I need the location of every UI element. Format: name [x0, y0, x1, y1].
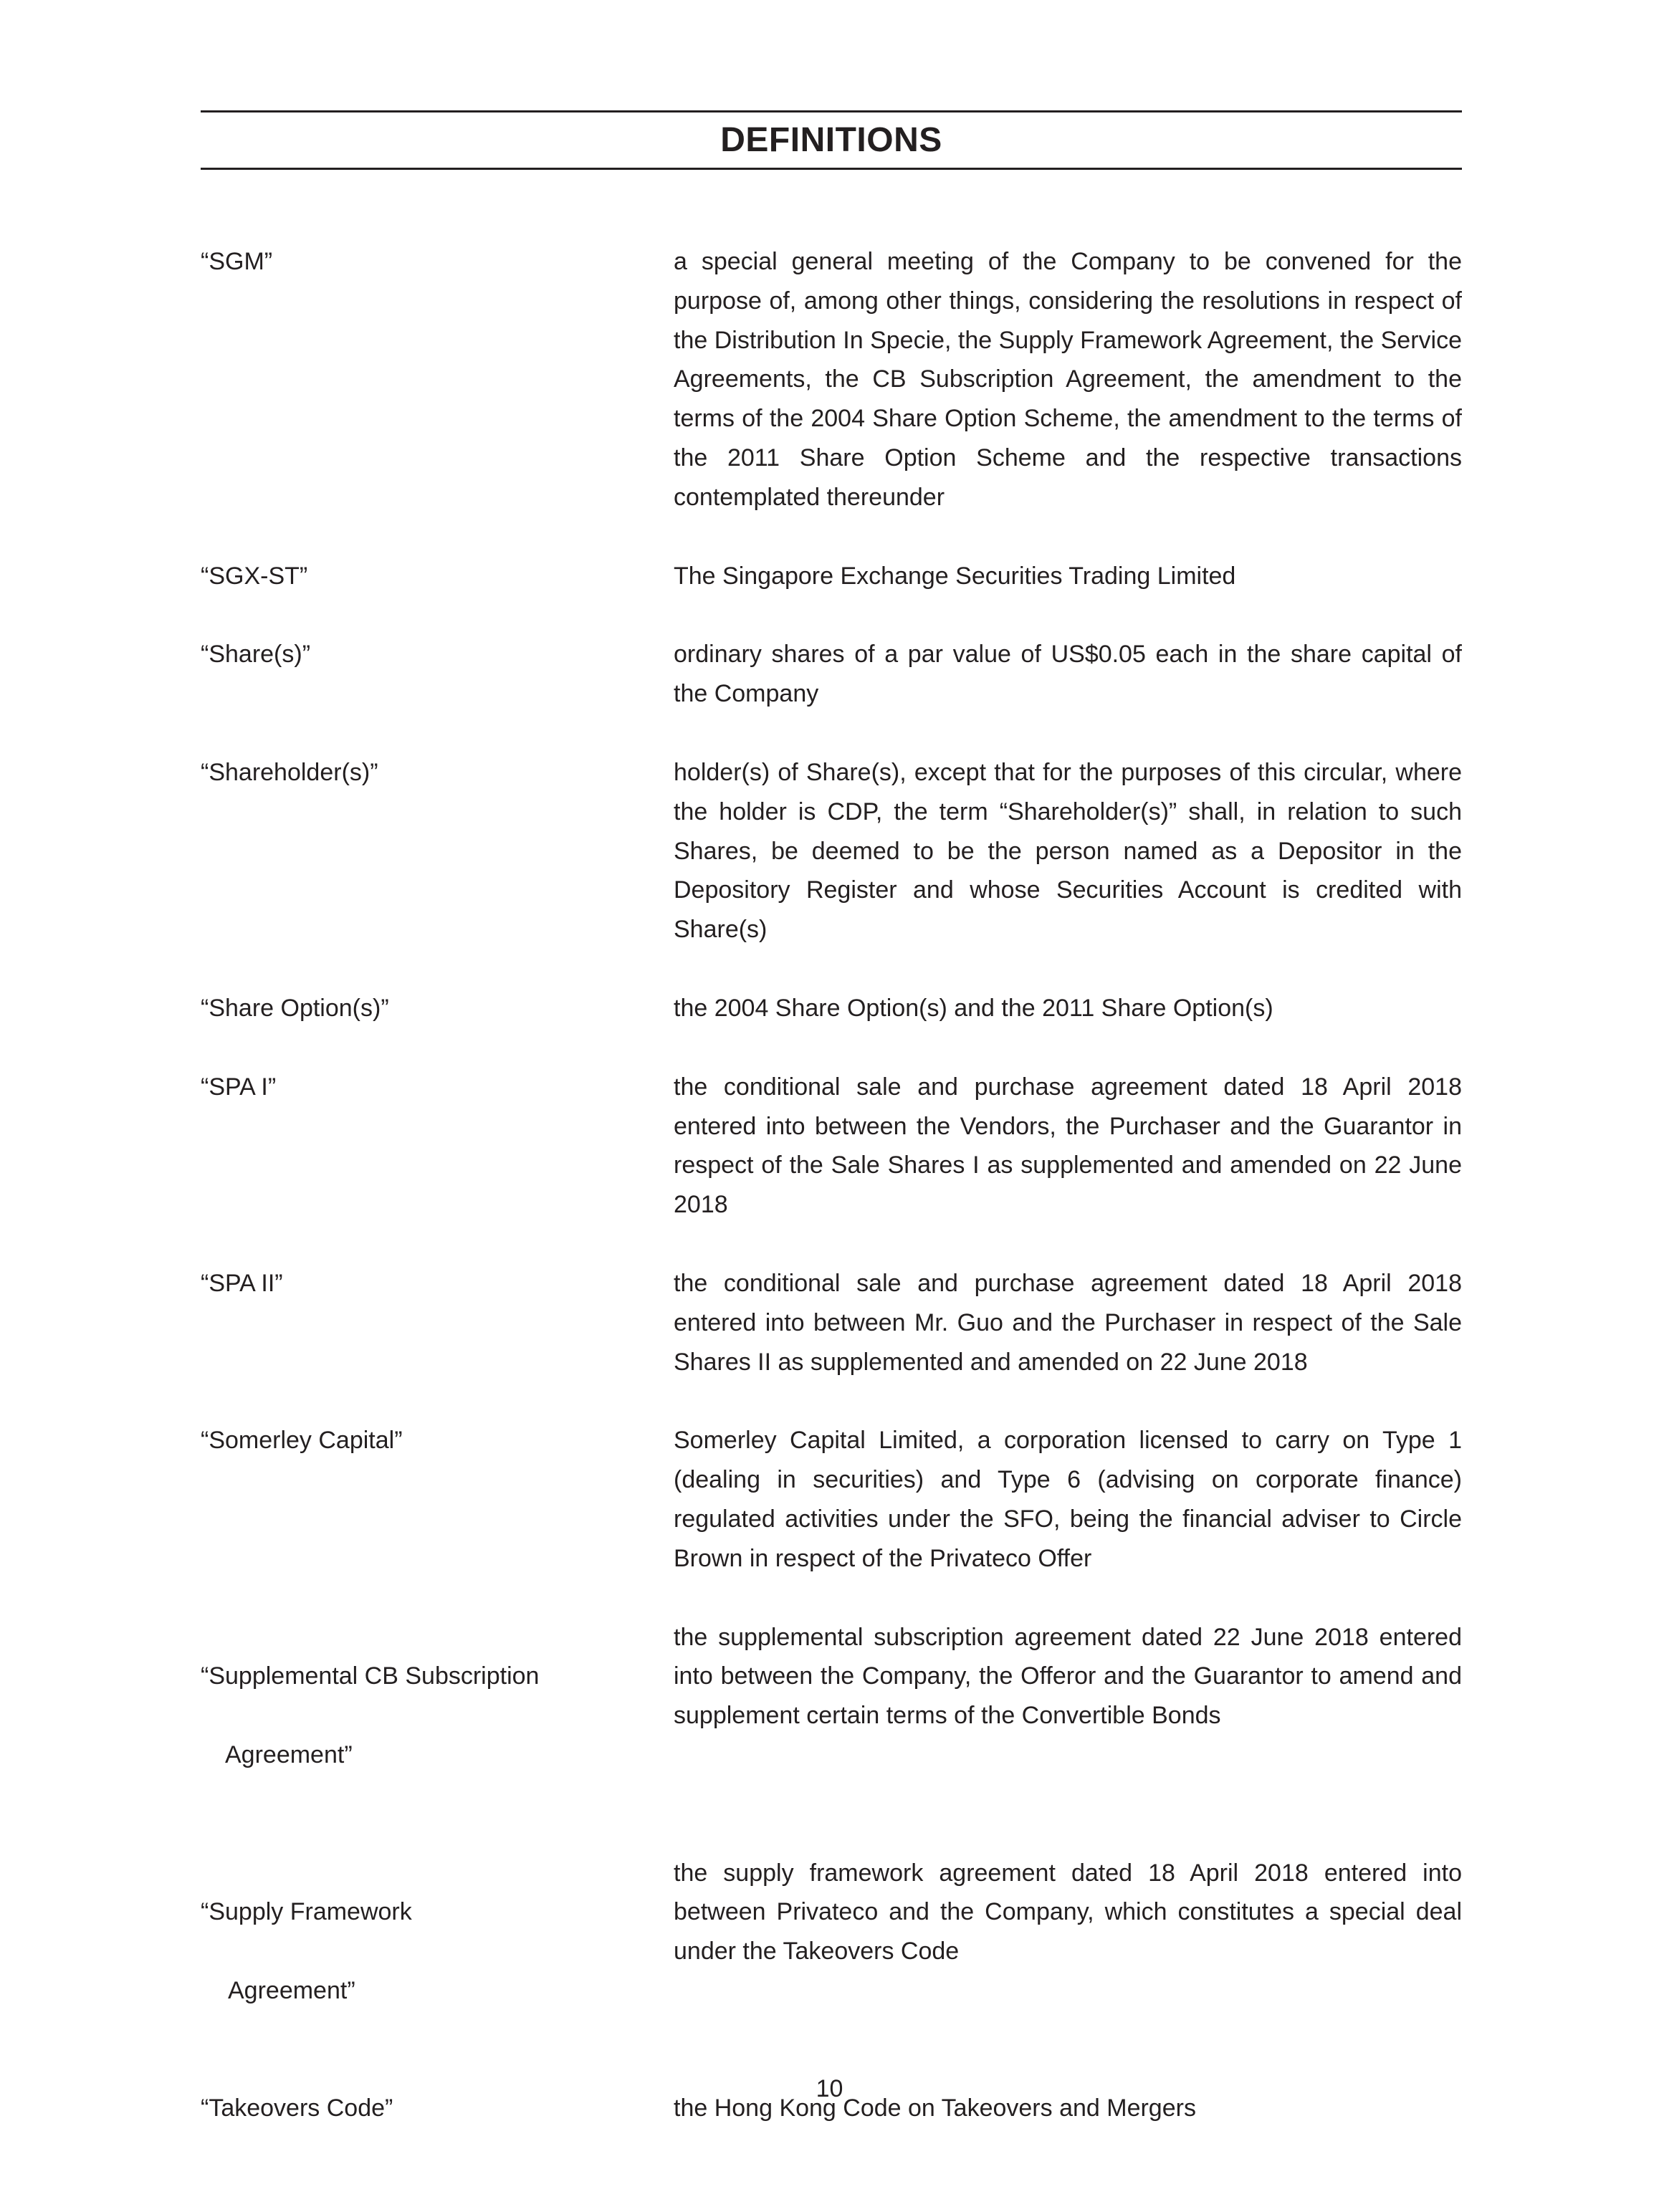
definition-entry-sgx-st — [201, 557, 1462, 596]
definition-term: “Shareholder(s)” — [201, 758, 378, 786]
definition-text: Somerley Capital Limited, a corporation licensed to carry on Type 1 (dealing in securities) and Type 6 (advising on corporate finance) regulated activities under the SFO, being the financial adviser to Circle Brown in respect of the Privateco Offer — [674, 1427, 1462, 1572]
definition-entry-sgm — [201, 242, 1462, 517]
page-number: 10 — [816, 2075, 843, 2102]
definition-term: “Supplemental CB Subscription Agreement” — [201, 1662, 540, 1768]
definition-text: a special general meeting of the Company to be convened for the purpose of, among other things, considering the resolutions in respect of the Distribution In Specie, the Supply Framework Agreement, the Service Agreements, the CB Subscription Agreement, the amendment to the terms of the 2004 Share Option Scheme, the amendment to the terms of the 2011 Share Option Scheme and the respective transactions contemplated thereunder — [674, 248, 1462, 511]
definition-term: “SGX-ST” — [201, 562, 308, 590]
definition-entry-supplemental-cb-subscription-agreement — [201, 1618, 1462, 1814]
definition-entry-supply-framework-agreement — [201, 1854, 1462, 2050]
definition-entry-somerley-capital — [201, 1421, 1462, 1578]
definition-term: “SPA II” — [201, 1269, 283, 1297]
header-rule-bottom — [201, 168, 1462, 170]
definition-term: “Share(s)” — [201, 641, 311, 669]
definition-entry-spa-ii — [201, 1264, 1462, 1382]
definition-text: the conditional sale and purchase agreement dated 18 April 2018 entered into between the Vendors, the Purchaser and the Guarantor in respect of the Sale Shares I as supplemented and amended on 22 June 2018 — [674, 1073, 1462, 1219]
definition-term: “SGM” — [201, 248, 273, 275]
definitions-list — [201, 242, 1462, 2128]
page-title: DEFINITIONS — [720, 121, 942, 159]
definition-term: “SPA I” — [201, 1073, 277, 1101]
definition-term: “Share Option(s)” — [201, 994, 389, 1022]
definition-entry-spa-i — [201, 1068, 1462, 1225]
definition-text: The Singapore Exchange Securities Trading Limited — [674, 562, 1236, 590]
definition-term: “Takeovers Code” — [201, 2094, 393, 2122]
definition-text: the conditional sale and purchase agreement dated 18 April 2018 entered into between Mr. Guo and the Purchaser in respect of the Sale Shares II as supplemented and amended on 22 June 2018 — [674, 1269, 1462, 1376]
definition-text: the supplemental subscription agreement dated 22 June 2018 entered into between the Company, the Offeror and the Guarantor to amend and supplement certain terms of the Convertible Bonds — [674, 1623, 1462, 1730]
definition-entry-shareholders — [201, 753, 1462, 949]
definition-text: ordinary shares of a par value of US$0.05 each in the share capital of the Company — [674, 641, 1462, 708]
definition-term: “Somerley Capital” — [201, 1427, 403, 1455]
definition-text: the Hong Kong Code on Takeovers and Mergers — [674, 2094, 1196, 2122]
header-rule-top — [201, 110, 1462, 112]
definition-text: holder(s) of Share(s), except that for the purposes of this circular, where the holder is CDP, the term “Shareholder(s)” shall, in relation to such Shares, be deemed to be the person named as a Depositor in the Depository Register and whose Securities Account is credited with Share(s) — [674, 758, 1462, 944]
definition-term: “Supply Framework Agreement” — [201, 1898, 412, 2004]
definition-entry-shares — [201, 635, 1462, 714]
definition-text: the supply framework agreement dated 18 April 2018 entered into between Privateco and the Company, which constitutes a special deal under the Takeovers Code — [674, 1859, 1462, 1966]
definition-text: the 2004 Share Option(s) and the 2011 Share Option(s) — [674, 994, 1273, 1022]
definition-entry-share-options — [201, 989, 1462, 1028]
